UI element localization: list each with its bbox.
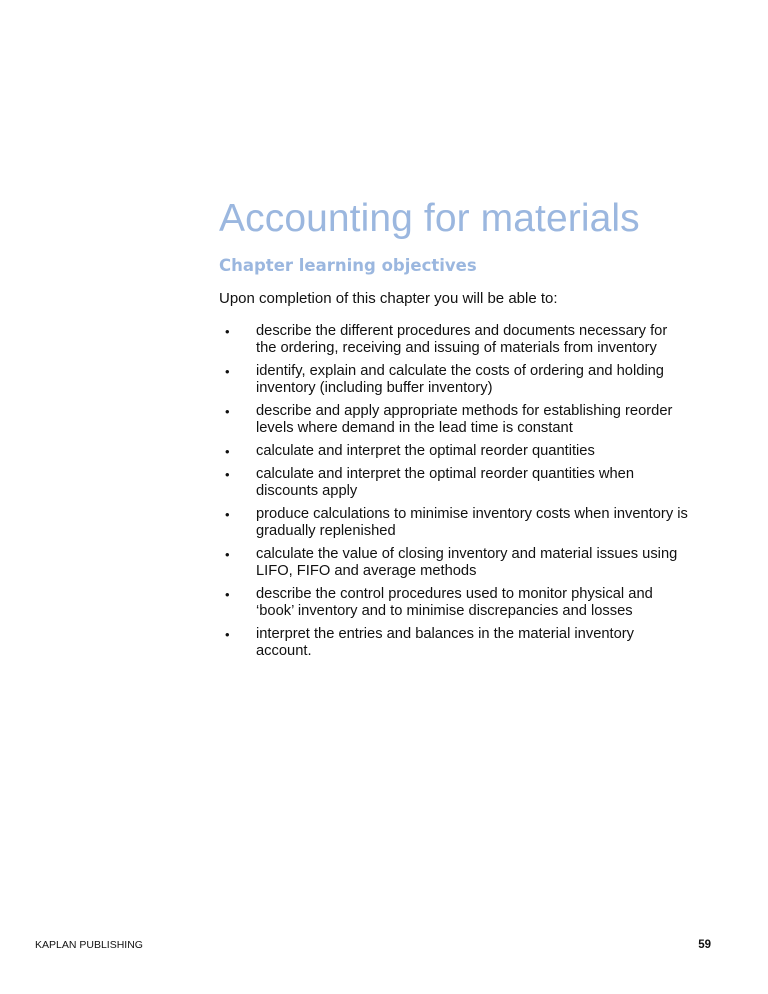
- objectives-intro: Upon completion of this chapter you will be able to:: [219, 290, 558, 307]
- objectives-list: [219, 323, 689, 666]
- bullet-icon: •: [225, 324, 230, 339]
- footer-publisher: KAPLAN PUBLISHING: [35, 939, 143, 951]
- objective-item: [219, 626, 689, 660]
- objective-text: describe the control procedures used to monitor physical and ‘book’ inventory and to minimise discrepancies and losses: [256, 586, 653, 619]
- objective-text: describe and apply appropriate methods for establishing reorder levels where demand in the lead time is constant: [256, 403, 673, 436]
- objective-item: [219, 586, 689, 620]
- bullet-icon: •: [225, 627, 230, 642]
- objective-item: [219, 363, 689, 397]
- bullet-icon: •: [225, 467, 230, 482]
- bullet-icon: •: [225, 364, 230, 379]
- objective-item: [219, 546, 689, 580]
- objective-item: [219, 443, 689, 460]
- objective-text: calculate and interpret the optimal reorder quantities when discounts apply: [256, 466, 635, 499]
- page-number: 59: [698, 939, 711, 951]
- objective-item: [219, 403, 689, 437]
- objective-text: calculate the value of closing inventory and material issues using LIFO, FIFO and average methods: [256, 546, 678, 579]
- bullet-icon: •: [225, 587, 230, 602]
- bullet-icon: •: [225, 444, 230, 459]
- objective-text: describe the different procedures and documents necessary for the ordering, receiving and issuing of materials from inventory: [256, 323, 668, 356]
- objective-item: [219, 466, 689, 500]
- objective-text: calculate and interpret the optimal reorder quantities: [256, 443, 595, 459]
- objectives-heading: Chapter learning objectives: [219, 256, 477, 275]
- objective-item: [219, 506, 689, 540]
- bullet-icon: •: [225, 507, 230, 522]
- objective-text: interpret the entries and balances in the material inventory account.: [256, 626, 635, 659]
- chapter-title: Accounting for materials: [219, 197, 640, 240]
- bullet-icon: •: [225, 404, 230, 419]
- objective-item: [219, 323, 689, 357]
- objective-text: identify, explain and calculate the costs of ordering and holding inventory (including buffer inventory): [256, 363, 664, 396]
- bullet-icon: •: [225, 547, 230, 562]
- objective-text: produce calculations to minimise inventory costs when inventory is gradually replenished: [256, 506, 688, 539]
